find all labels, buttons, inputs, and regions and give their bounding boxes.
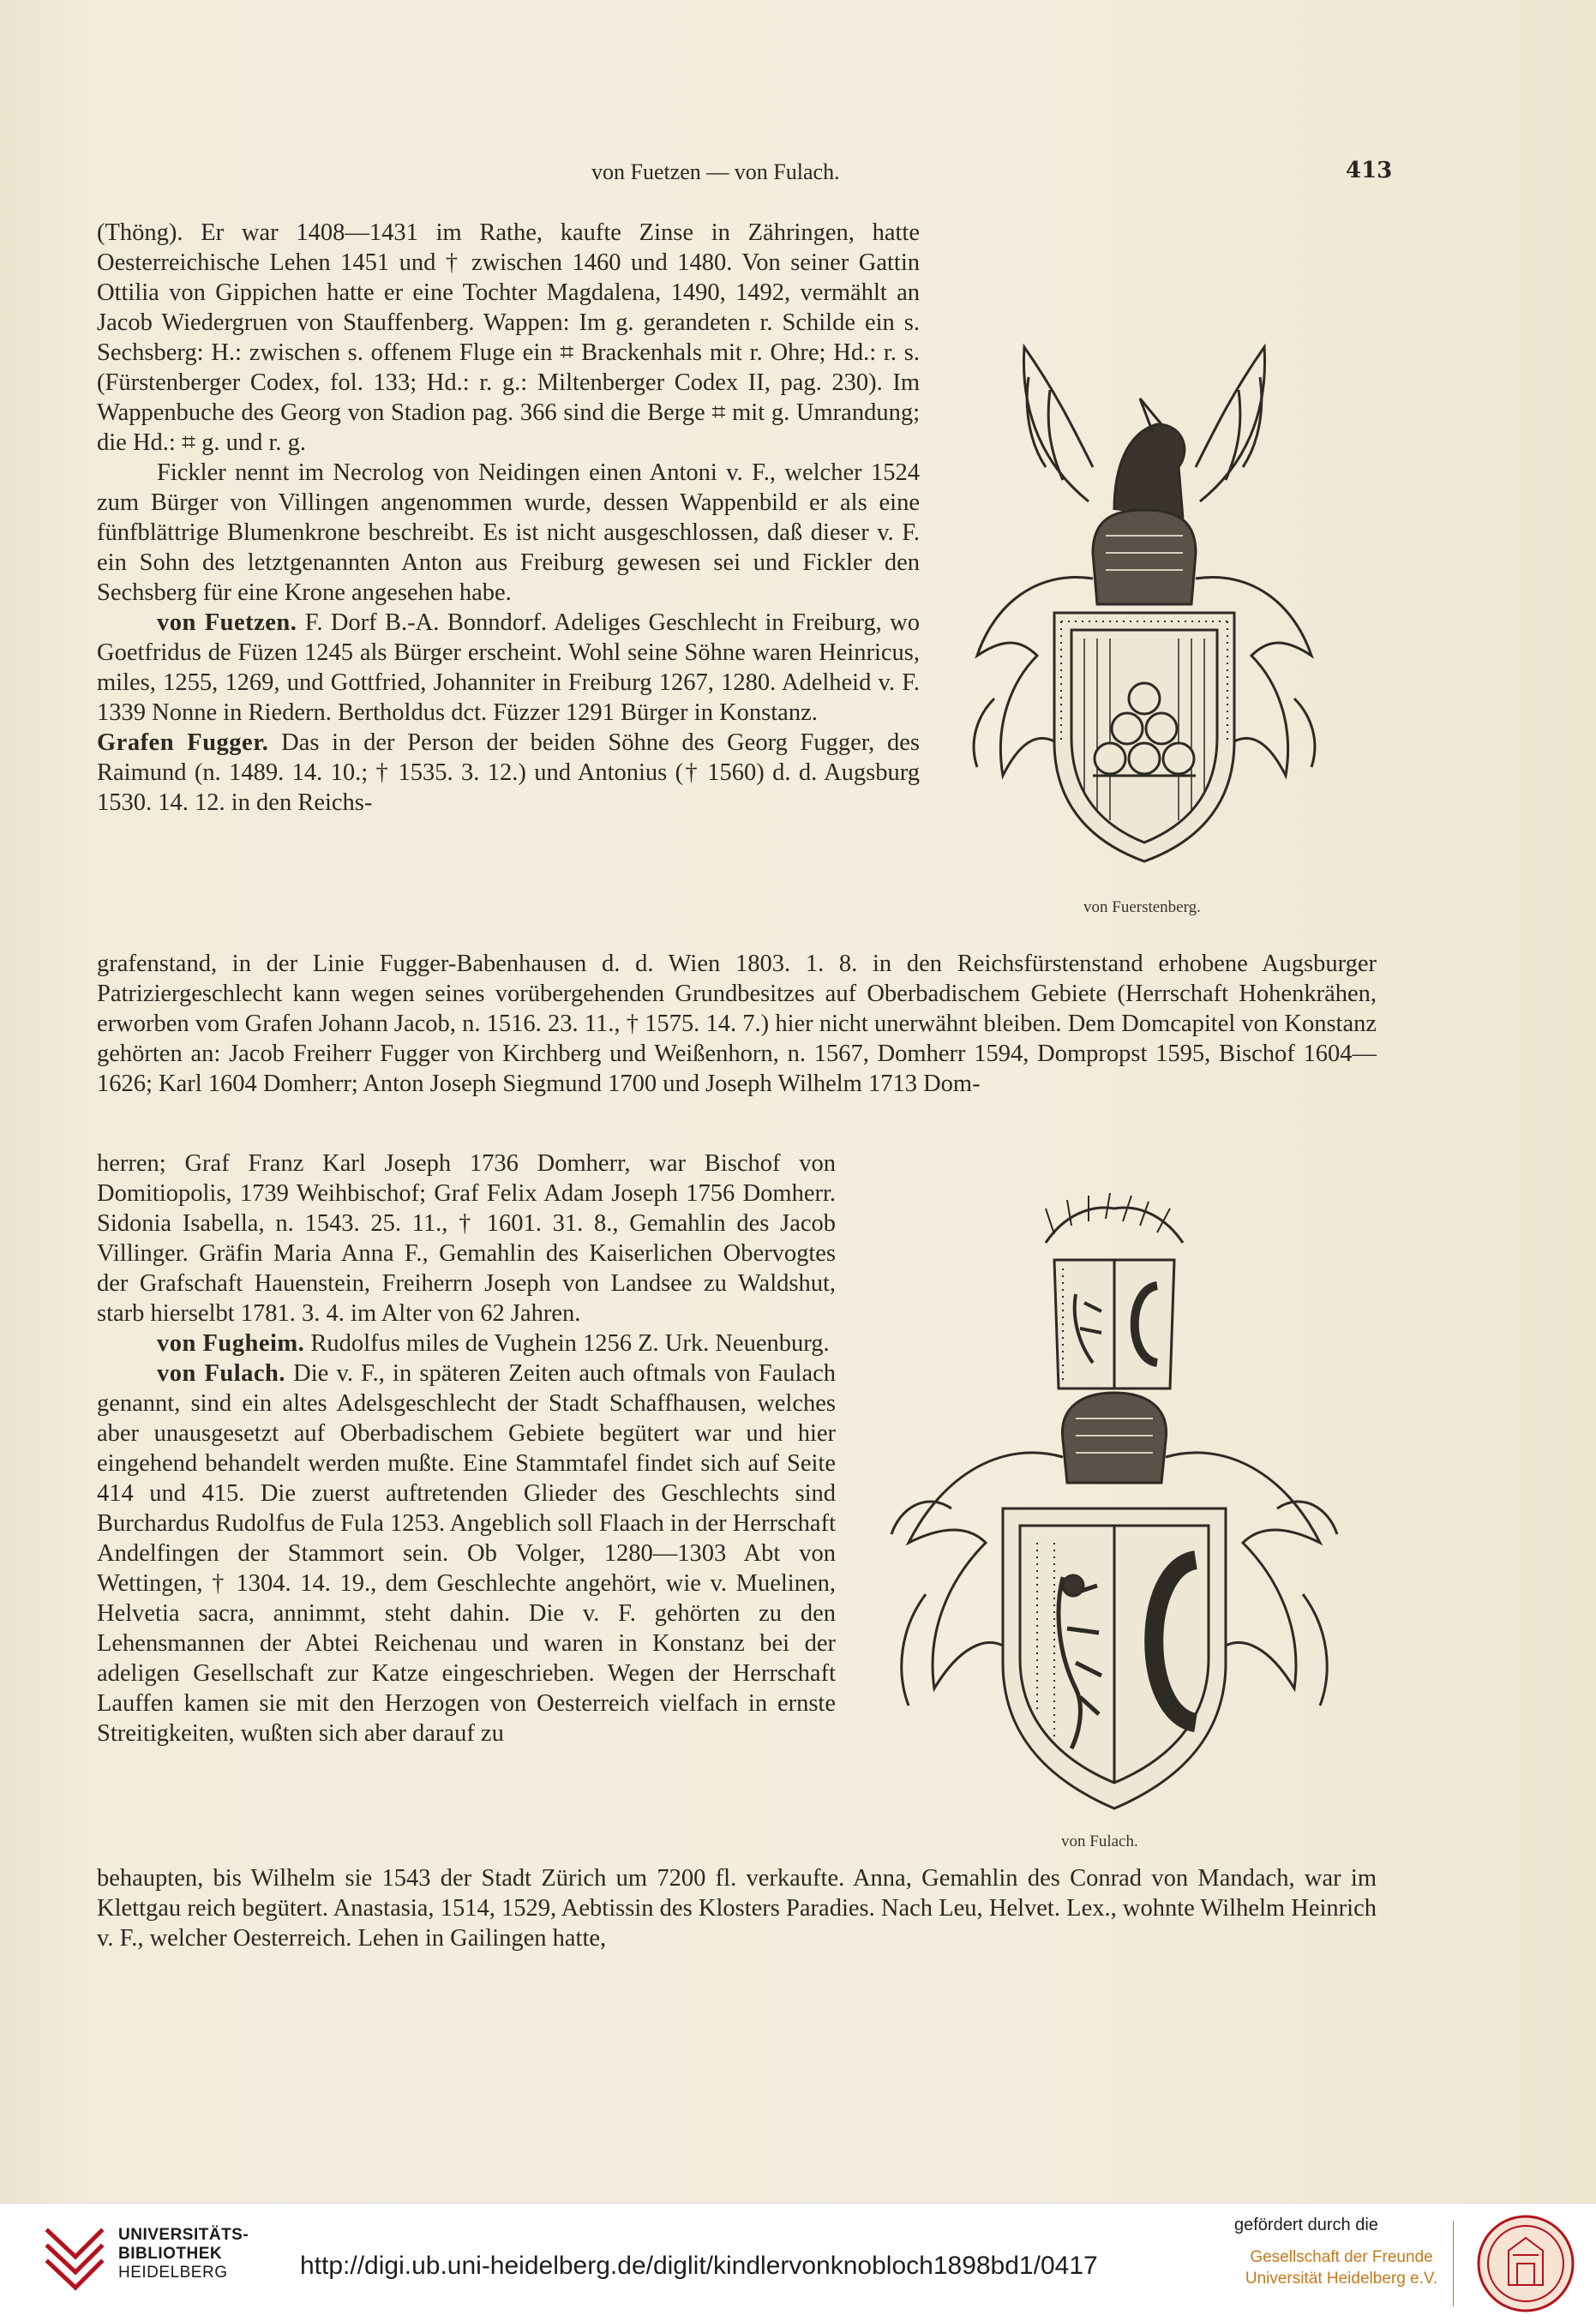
page-number: 413 (1346, 158, 1393, 183)
entry-von-fuetzen: von Fuetzen. F. Dorf B.-A. Bonndorf. Adeliges Geschlecht in Freiburg, wo Goetfridus de Füzen 1245 als Bürger erscheint. Wohl seine Söhne waren Heinricus, miles, 1255, 1269, und Gottfried, Johanniter in Freiburg 1267, 1280. Adelheid v. F. 1339 Nonne in Riedern. Bertholdus dct. Füzzer 1291 Bürger in Konstanz. (97, 609, 920, 726)
paragraph-fugger-domherren: herren; Graf Franz Karl Joseph 1736 Domherr, war Bischof von Domitiopolis, 1739 Weihbischof; Graf Felix Adam Joseph 1756 Domherr. Sidonia Isabella, n. 1543. 25. 11., † 1601. 31. 8., Gemahlin des Jacob Villinger. Gräfin Maria Anna F., Gemahlin des Kaiserlichen Obervogtes der Grafschaft Hauenstein, Freiherrn Joseph von Landsee zu Waldshut, starb hierselbt 1781. 3. 4. im Alter von 62 Jahren. (97, 1150, 836, 1327)
funded-by-label: gefördert durch die (1234, 2216, 1378, 2234)
paragraph-fugger-continued: grafenstand, in der Linie Fugger-Babenhausen d. d. Wien 1803. 1. 8. in den Reichsfürstenstand erhobene Augsburger Patriziergeschlecht kann wegen seines vorübergehenden Grundbesitzes auf Oberbadischem Gebiete (Herrschaft Hohenkrähen, erworben vom Grafen Johann Jacob, n. 1516. 23. 11., † 1575. 14. 7.) hier nicht unerwähnt bleiben. Dem Domcapitel von Konstanz gehörten an: Jacob Freiherr Fugger von Kirchberg und Weißenhorn, n. 1567, Domherr 1594, Dompropst 1595, Bischof 1604—1626; Karl 1604 Domherr; Anton Joseph Siegmund 1700 und Joseph Wilhelm 1713 Dom- (97, 951, 1377, 1097)
entry-grafen-fugger: Grafen Fugger. Das in der Person der beiden Söhne des Georg Fugger, des Raimund (n. 1489. 14. 10.; † 1535. 3. 12.) und Antonius († 1560) d. d. Augsburg 1530. 14. 12. in den Reichs- (97, 729, 920, 816)
text-block-full-width-1 (97, 949, 1377, 1099)
footer-divider (1453, 2221, 1454, 2306)
entry-von-fulach: von Fulach. Die v. F., in späteren Zeiten auch oftmals von Faulach genannt, sind ein altes Adelsgeschlecht der Stadt Schaffhausen, welches aber unausgesetzt auf Oberbadischem Gebiete begütert war und hier eingehend behandelt werden mußte. Eine Stammtafel findet sich auf Seite 414 und 415. Die zuerst auftretenden Glieder des Geschlechts sind Burchardus Rudolfus de Fula 1253. Angeblich soll Flaach in der Herrschaft Andelfingen der Stammort sein. Ob Volger, 1280—1303 Abt von Wettingen, † 1304. 14. 19., dem Geschlechte angehört, wie v. Muelinen, Helvetia sacra, annimmt, steht dahin. Die v. F. gehörten zu den Lehensmannen der Abtei Reichenau und waren in Konstanz bei der adeligen Gesellschaft zur Katze eingeschrieben. Wegen der Herrschaft Lauffen kamen sie mit den Herzogen von Oesterreich vielfach in ernste Streitigkeiten, wußten sich aber darauf zu (97, 1360, 836, 1747)
caption-fuerstenberg: von Fuerstenberg. (1083, 898, 1201, 916)
coat-of-arms-fulach (874, 1183, 1354, 1834)
paragraph-fulach-continued: behaupten, bis Wilhelm sie 1543 der Stadt Zürich um 7200 fl. verkaufte. Anna, Gemahlin des Conrad von Mandach, war im Klettgau reich begütert. Anastasia, 1514, 1529, Aebtissin des Klosters Paradies. Nach Leu, Helvet. Lex., wohnte Wilhelm Heinrich v. F., welcher Oesterreich. Lehen in Gailingen hatte, (97, 1865, 1377, 1952)
caption-fulach: von Fulach. (1061, 1832, 1138, 1850)
footer-banner (0, 2203, 1596, 2321)
lemma-von-fugheim: von Fugheim. (157, 1330, 305, 1357)
text-block-full-width-2 (97, 1863, 1377, 1953)
paragraph-thoeng: (Thöng). Er war 1408—1431 im Rathe, kaufte Zinse in Zähringen, hatte Oesterreichische Lehen 1451 und † zwischen 1460 und 1480. Von seiner Gattin Ottilia von Gippichen hatte er eine Tochter Magdalena, 1490, 1492, vermählt an Jacob Wiedergruen von Stauffenberg. Wappen: Im g. gerandeten r. Schilde ein s. Sechsberg: H.: zwischen s. offenem Fluge ein ⌗ Brackenhals mit r. Ohre; Hd.: r. s. (Fürstenberger Codex, fol. 133; Hd.: r. g.: Miltenberger Codex II, pag. 230). Im Wappenbuche des Georg von Stadion pag. 366 sind die Berge ⌗ mit g. Umrandung; die Hd.: ⌗ g. und r. g. (97, 219, 920, 456)
society-name: Gesellschaft der Freunde Universität Heidelberg e.V. (1245, 2248, 1438, 2288)
university-library-name: UNIVERSITÄTS- BIBLIOTHEK HEIDELBERG (118, 2226, 249, 2282)
running-head: von Fuetzen — von Fulach. (591, 159, 840, 184)
entry-von-fugheim: von Fugheim. Rudolfus miles de Vughein 1256 Z. Urk. Neuenburg. (157, 1330, 830, 1357)
lemma-grafen-fugger: Grafen Fugger. (97, 729, 269, 756)
text-block-lower (97, 1149, 836, 1748)
lemma-von-fuetzen: von Fuetzen. (157, 609, 297, 636)
paragraph-fickler: Fickler nennt im Necrolog von Neidingen einen Antoni v. F., welcher 1524 zum Bürger von Villingen angenommen wurde, dessen Wappenbild er als eine fünfblättrige Blumenkrone beschreibt. Es ist nicht ausgeschlossen, daß dieser v. F. ein Sohn des letztgenannten Anton aus Freiburg gewesen sei und Fickler den Sechsberg für eine Krone angesehen habe. (97, 459, 920, 606)
coat-of-arms-fuerstenberg (943, 296, 1346, 887)
text-block-upper (97, 218, 920, 818)
university-library-logo-icon (41, 2222, 108, 2301)
digital-copy-link[interactable]: http://digi.ub.uni-heidelberg.de/diglit/kindlervonknobloch1898bd1/0417 (300, 2252, 1098, 2280)
page-header (0, 154, 1596, 189)
university-seal-icon (1474, 2212, 1577, 2315)
lemma-von-fulach: von Fulach. (157, 1360, 286, 1387)
